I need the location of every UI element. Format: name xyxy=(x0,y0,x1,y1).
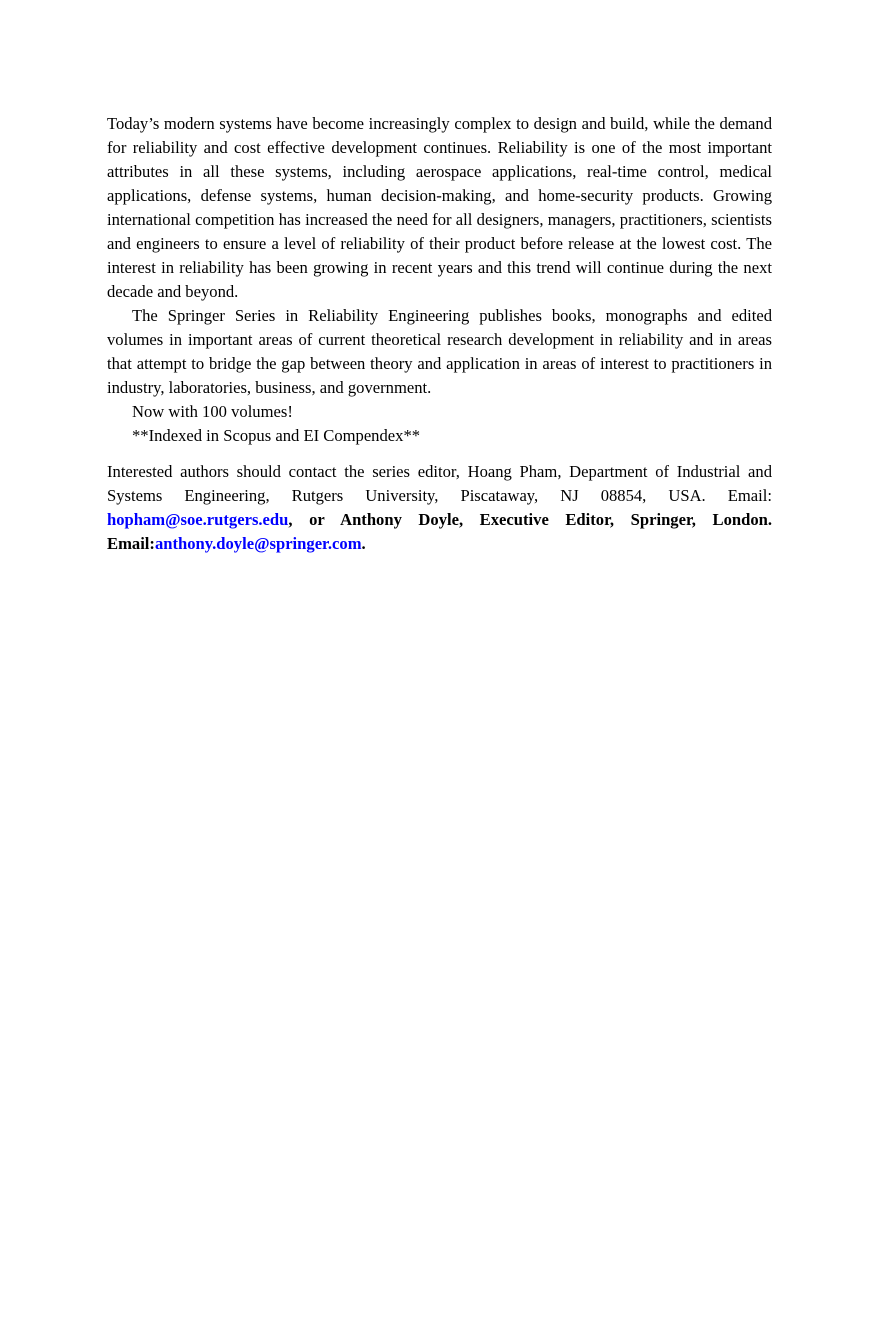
contact-text-executive-editor: , or Anthony Doyle, Executive Editor, Springer, London. Email: xyxy=(107,510,772,553)
contact-text-period: . xyxy=(361,534,366,553)
paragraph-intro: Today’s modern systems have become increasingly complex to design and build, while the demand for reliability and cost effective development continues. Reliability is one of the most important attributes in all these systems, including aerospace applications, real-time control, medical applications, defense systems, human decision-making, and home-security products. Growing international competition has increased the need for all designers, managers, practitioners, scientists and engineers to ensure a level of reliability of their product before release at the lowest cost. The interest in reliability has been growing in recent years and this trend will continue during the next decade and beyond. xyxy=(107,114,772,301)
line-volume-count: Now with 100 volumes! xyxy=(132,402,293,421)
email-link-executive-editor[interactable]: anthony.doyle@springer.com xyxy=(154,534,362,553)
line-indexing-note: **Indexed in Scopus and EI Compendex** xyxy=(132,426,421,445)
series-description-block xyxy=(107,112,772,556)
paragraph-series-scope: The Springer Series in Reliability Engineering publishes books, monographs and edited volumes in important areas of current theoretical research development in reliability and in areas that attempt to bridge the gap between theory and application in areas of interest to practitioners in industry, laboratories, business, and government. xyxy=(107,306,772,397)
contact-text-editor: Interested authors should contact the series editor, Hoang Pham, Department of Industrial and Systems Engineering, Rutgers University, Piscataway, NJ 08854, USA. Email: xyxy=(107,462,772,505)
paragraph-contact xyxy=(107,460,772,556)
email-link-series-editor[interactable]: hopham@soe.rutgers.edu xyxy=(107,510,289,529)
